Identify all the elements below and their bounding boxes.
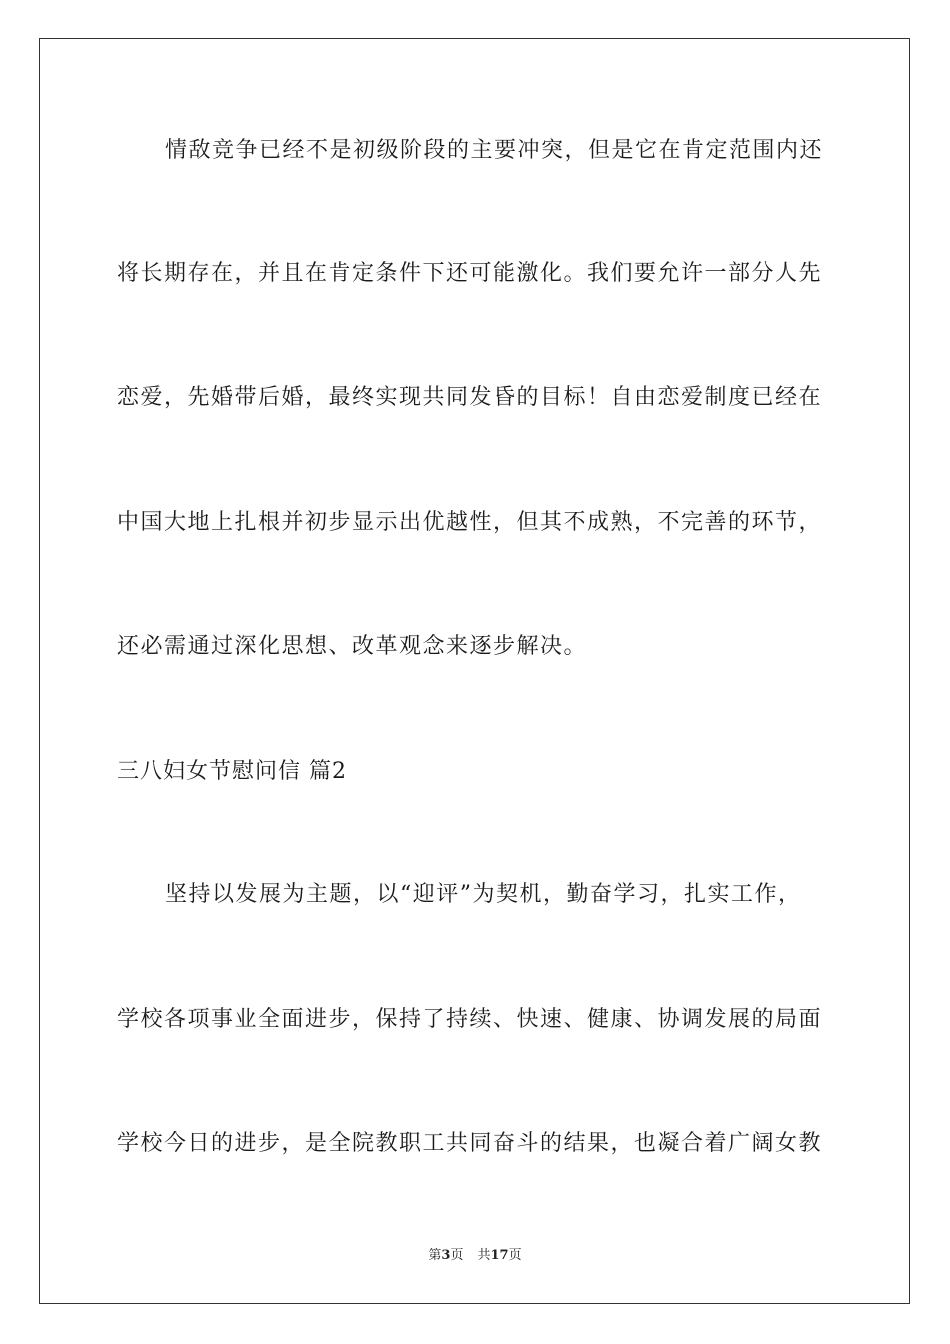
paragraph-1-line-2: 将长期存在，并且在肯定条件下还可能激化。我们要允许一部分人先 [117,261,823,286]
footer-total-suffix: 页 [508,1248,522,1263]
paragraph-2-line-3: 学校今日的进步，是全院教职工共同奋斗的结果，也凝合着广阔女教 [117,1131,823,1156]
footer-page-suffix: 页 [450,1248,464,1263]
footer-page-number: 3 [441,1248,451,1263]
page-border [39,38,910,1304]
paragraph-2-line-1: 坚持以发展为主题，以“迎评”为契机，勤奋学习，扎实工作， [165,882,802,907]
footer-total-pages: 17 [490,1248,509,1263]
paragraph-1-line-5: 还必需通过深化思想、改革观念来逐步解决。 [117,634,588,659]
footer-page-prefix: 第 [428,1248,442,1263]
page-footer [0,1247,950,1265]
paragraph-1-line-4: 中国大地上扎根并初步显示出优越性，但其不成熟，不完善的环节， [117,510,823,535]
paragraph-1-line-1: 情敌竞争已经不是初级阶段的主要冲突，但是它在肯定范围内还 [165,138,824,163]
footer-total-prefix: 共 [477,1248,491,1263]
paragraph-1-line-3: 恋爱，先婚带后婚，最终实现共同发昏的目标！自由恋爱制度已经在 [117,385,823,410]
section-heading: 三八妇女节慰问信 篇2 [117,759,347,784]
paragraph-2-line-2: 学校各项事业全面进步，保持了持续、快速、健康、协调发展的局面 [117,1007,823,1032]
